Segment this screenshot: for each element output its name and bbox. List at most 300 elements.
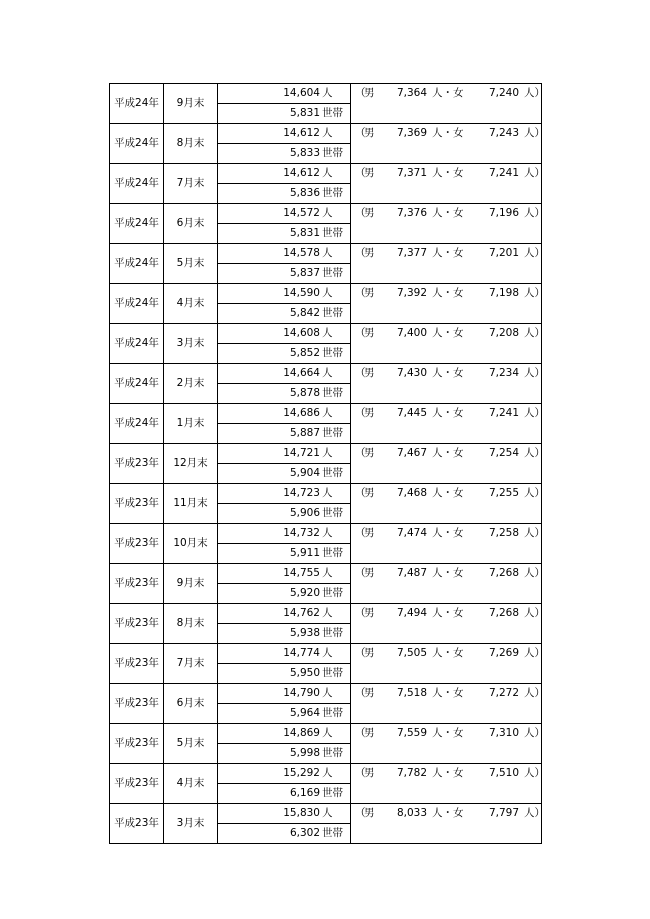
table-row (110, 444, 542, 464)
male-label: 男 (364, 487, 375, 499)
population-cell (218, 284, 351, 304)
male-value: 7,364 (396, 87, 427, 99)
population-value: 15,292 (283, 767, 320, 779)
era-cell: 平成23年 (110, 644, 164, 684)
male-label: 男 (364, 527, 375, 539)
open-paren: （ (355, 567, 366, 579)
separator-label: 人・女 (432, 327, 464, 339)
household-unit-label: 世帯 (322, 547, 343, 559)
empty-cell (351, 624, 542, 644)
gender-breakdown-cell (351, 404, 545, 424)
households-value: 6,302 (289, 827, 320, 839)
close-label: 人） (524, 327, 545, 339)
open-paren: （ (355, 807, 366, 819)
gender-breakdown-cell (351, 324, 545, 344)
month-cell: 6月末 (164, 684, 218, 724)
female-value: 7,208 (488, 327, 519, 339)
female-value: 7,268 (488, 607, 519, 619)
households-cell (218, 344, 351, 364)
separator-label: 人・女 (432, 727, 464, 739)
table-row (110, 204, 542, 224)
population-table-body (110, 84, 545, 844)
male-value: 7,494 (396, 607, 427, 619)
era-cell: 平成23年 (110, 484, 164, 524)
households-cell (218, 824, 351, 844)
person-unit-label: 人 (322, 327, 333, 339)
female-value: 7,272 (488, 687, 519, 699)
open-paren: （ (355, 447, 366, 459)
population-value: 14,721 (283, 447, 320, 459)
male-value: 7,468 (396, 487, 427, 499)
female-value: 7,510 (488, 767, 519, 779)
empty-cell (351, 184, 542, 204)
female-value: 7,254 (488, 447, 519, 459)
empty-cell (351, 424, 542, 444)
era-cell: 平成23年 (110, 524, 164, 564)
households-cell (218, 304, 351, 324)
male-label: 男 (364, 807, 375, 819)
male-value: 7,371 (396, 167, 427, 179)
male-value: 7,369 (396, 127, 427, 139)
person-unit-label: 人 (322, 767, 333, 779)
population-cell (218, 204, 351, 224)
table-row (110, 564, 542, 584)
era-cell: 平成24年 (110, 364, 164, 404)
month-cell: 11月末 (164, 484, 218, 524)
close-label: 人） (524, 767, 545, 779)
open-paren: （ (355, 487, 366, 499)
households-value: 5,998 (289, 747, 320, 759)
month-cell: 12月末 (164, 444, 218, 484)
close-label: 人） (524, 367, 545, 379)
male-label: 男 (364, 127, 375, 139)
household-unit-label: 世帯 (322, 187, 343, 199)
households-cell (218, 544, 351, 564)
separator-label: 人・女 (432, 687, 464, 699)
male-label: 男 (364, 247, 375, 259)
month-cell: 6月末 (164, 204, 218, 244)
close-label: 人） (524, 567, 545, 579)
empty-cell (351, 344, 542, 364)
household-unit-label: 世帯 (322, 707, 343, 719)
era-cell: 平成23年 (110, 804, 164, 844)
households-cell (218, 224, 351, 244)
household-unit-label: 世帯 (322, 467, 343, 479)
households-cell (218, 184, 351, 204)
era-cell: 平成24年 (110, 244, 164, 284)
gender-breakdown-cell (351, 804, 545, 824)
month-cell: 7月末 (164, 644, 218, 684)
household-unit-label: 世帯 (322, 227, 343, 239)
female-value: 7,269 (488, 647, 519, 659)
households-value: 5,831 (289, 227, 320, 239)
male-value: 7,505 (396, 647, 427, 659)
households-value: 5,911 (289, 547, 320, 559)
households-value: 5,938 (289, 627, 320, 639)
population-value: 14,578 (283, 247, 320, 259)
population-value: 14,869 (283, 727, 320, 739)
table-row (110, 84, 542, 104)
empty-cell (351, 664, 542, 684)
household-unit-label: 世帯 (322, 347, 343, 359)
empty-cell (351, 104, 542, 124)
close-label: 人） (524, 167, 545, 179)
gender-breakdown-cell (351, 244, 545, 264)
gender-breakdown-cell (351, 524, 545, 544)
open-paren: （ (355, 647, 366, 659)
male-label: 男 (364, 87, 375, 99)
era-cell: 平成24年 (110, 324, 164, 364)
open-paren: （ (355, 87, 366, 99)
population-cell (218, 364, 351, 384)
population-cell (218, 124, 351, 144)
month-cell: 7月末 (164, 164, 218, 204)
close-label: 人） (524, 407, 545, 419)
gender-breakdown-cell (351, 364, 545, 384)
close-label: 人） (524, 487, 545, 499)
era-cell: 平成24年 (110, 204, 164, 244)
household-unit-label: 世帯 (322, 147, 343, 159)
empty-cell (351, 144, 542, 164)
households-value: 5,852 (289, 347, 320, 359)
male-value: 7,782 (396, 767, 427, 779)
table-row (110, 404, 542, 424)
era-cell: 平成23年 (110, 724, 164, 764)
population-value: 14,686 (283, 407, 320, 419)
population-cell (218, 404, 351, 424)
close-label: 人） (524, 207, 545, 219)
open-paren: （ (355, 207, 366, 219)
table-row (110, 244, 542, 264)
open-paren: （ (355, 727, 366, 739)
households-value: 5,887 (289, 427, 320, 439)
female-value: 7,196 (488, 207, 519, 219)
table-row (110, 644, 542, 664)
male-value: 7,467 (396, 447, 427, 459)
population-value: 14,723 (283, 487, 320, 499)
household-unit-label: 世帯 (322, 267, 343, 279)
empty-cell (351, 584, 542, 604)
person-unit-label: 人 (322, 87, 333, 99)
separator-label: 人・女 (432, 767, 464, 779)
male-label: 男 (364, 607, 375, 619)
population-value: 14,774 (283, 647, 320, 659)
female-value: 7,258 (488, 527, 519, 539)
households-cell (218, 504, 351, 524)
population-cell (218, 644, 351, 664)
gender-breakdown-cell (351, 84, 545, 104)
era-cell: 平成23年 (110, 564, 164, 604)
empty-cell (351, 784, 542, 804)
households-value: 6,169 (289, 787, 320, 799)
table-row (110, 324, 542, 344)
separator-label: 人・女 (432, 287, 464, 299)
male-label: 男 (364, 687, 375, 699)
era-cell: 平成24年 (110, 404, 164, 444)
gender-breakdown-cell (351, 204, 545, 224)
households-cell (218, 744, 351, 764)
separator-label: 人・女 (432, 367, 464, 379)
separator-label: 人・女 (432, 87, 464, 99)
population-value: 14,604 (283, 87, 320, 99)
households-cell (218, 584, 351, 604)
month-cell: 3月末 (164, 324, 218, 364)
population-value: 14,612 (283, 167, 320, 179)
empty-cell (351, 304, 542, 324)
female-value: 7,243 (488, 127, 519, 139)
female-value: 7,234 (488, 367, 519, 379)
population-value: 14,732 (283, 527, 320, 539)
era-cell: 平成23年 (110, 604, 164, 644)
male-label: 男 (364, 767, 375, 779)
female-value: 7,241 (488, 407, 519, 419)
female-value: 7,255 (488, 487, 519, 499)
male-value: 8,033 (396, 807, 427, 819)
empty-cell (351, 704, 542, 724)
households-cell (218, 704, 351, 724)
population-value: 14,572 (283, 207, 320, 219)
empty-cell (351, 464, 542, 484)
population-cell (218, 764, 351, 784)
close-label: 人） (524, 807, 545, 819)
household-unit-label: 世帯 (322, 787, 343, 799)
close-label: 人） (524, 607, 545, 619)
era-cell: 平成23年 (110, 444, 164, 484)
male-value: 7,377 (396, 247, 427, 259)
open-paren: （ (355, 167, 366, 179)
gender-breakdown-cell (351, 564, 545, 584)
gender-breakdown-cell (351, 124, 545, 144)
male-value: 7,487 (396, 567, 427, 579)
households-cell (218, 384, 351, 404)
female-value: 7,240 (488, 87, 519, 99)
month-cell: 8月末 (164, 124, 218, 164)
households-value: 5,950 (289, 667, 320, 679)
era-cell: 平成24年 (110, 284, 164, 324)
era-cell: 平成24年 (110, 164, 164, 204)
households-cell (218, 784, 351, 804)
population-value: 14,762 (283, 607, 320, 619)
households-value: 5,831 (289, 107, 320, 119)
separator-label: 人・女 (432, 567, 464, 579)
households-value: 5,920 (289, 587, 320, 599)
person-unit-label: 人 (322, 367, 333, 379)
male-label: 男 (364, 727, 375, 739)
population-cell (218, 524, 351, 544)
table-row (110, 804, 542, 824)
era-cell: 平成24年 (110, 124, 164, 164)
male-value: 7,400 (396, 327, 427, 339)
empty-cell (351, 824, 542, 844)
population-value: 14,608 (283, 327, 320, 339)
open-paren: （ (355, 767, 366, 779)
table-row (110, 364, 542, 384)
gender-breakdown-cell (351, 164, 545, 184)
month-cell: 9月末 (164, 84, 218, 124)
table-row (110, 484, 542, 504)
era-cell: 平成24年 (110, 84, 164, 124)
population-value: 14,755 (283, 567, 320, 579)
population-cell (218, 724, 351, 744)
male-label: 男 (364, 207, 375, 219)
separator-label: 人・女 (432, 487, 464, 499)
gender-breakdown-cell (351, 484, 545, 504)
population-cell (218, 564, 351, 584)
households-value: 5,836 (289, 187, 320, 199)
month-cell: 3月末 (164, 804, 218, 844)
gender-breakdown-cell (351, 604, 545, 624)
population-value: 14,590 (283, 287, 320, 299)
households-value: 5,833 (289, 147, 320, 159)
separator-label: 人・女 (432, 207, 464, 219)
person-unit-label: 人 (322, 487, 333, 499)
open-paren: （ (355, 527, 366, 539)
close-label: 人） (524, 527, 545, 539)
month-cell: 5月末 (164, 724, 218, 764)
household-unit-label: 世帯 (322, 507, 343, 519)
male-value: 7,392 (396, 287, 427, 299)
male-value: 7,474 (396, 527, 427, 539)
table-row (110, 284, 542, 304)
close-label: 人） (524, 647, 545, 659)
month-cell: 10月末 (164, 524, 218, 564)
male-label: 男 (364, 647, 375, 659)
population-value: 15,830 (283, 807, 320, 819)
month-cell: 4月末 (164, 284, 218, 324)
month-cell: 8月末 (164, 604, 218, 644)
person-unit-label: 人 (322, 127, 333, 139)
population-value: 14,664 (283, 367, 320, 379)
open-paren: （ (355, 367, 366, 379)
table-row (110, 724, 542, 744)
open-paren: （ (355, 687, 366, 699)
female-value: 7,310 (488, 727, 519, 739)
households-cell (218, 104, 351, 124)
households-cell (218, 624, 351, 644)
table-row (110, 764, 542, 784)
male-value: 7,445 (396, 407, 427, 419)
month-cell: 5月末 (164, 244, 218, 284)
households-cell (218, 464, 351, 484)
separator-label: 人・女 (432, 127, 464, 139)
person-unit-label: 人 (322, 167, 333, 179)
close-label: 人） (524, 127, 545, 139)
households-cell (218, 264, 351, 284)
person-unit-label: 人 (322, 607, 333, 619)
empty-cell (351, 544, 542, 564)
table-row (110, 124, 542, 144)
population-cell (218, 244, 351, 264)
female-value: 7,241 (488, 167, 519, 179)
table-row (110, 604, 542, 624)
population-value: 14,790 (283, 687, 320, 699)
population-cell (218, 484, 351, 504)
person-unit-label: 人 (322, 447, 333, 459)
close-label: 人） (524, 447, 545, 459)
close-label: 人） (524, 87, 545, 99)
male-label: 男 (364, 167, 375, 179)
person-unit-label: 人 (322, 527, 333, 539)
empty-cell (351, 224, 542, 244)
separator-label: 人・女 (432, 447, 464, 459)
person-unit-label: 人 (322, 807, 333, 819)
open-paren: （ (355, 247, 366, 259)
households-value: 5,964 (289, 707, 320, 719)
male-label: 男 (364, 447, 375, 459)
person-unit-label: 人 (322, 247, 333, 259)
empty-cell (351, 504, 542, 524)
gender-breakdown-cell (351, 764, 545, 784)
close-label: 人） (524, 727, 545, 739)
month-cell: 1月末 (164, 404, 218, 444)
female-value: 7,198 (488, 287, 519, 299)
era-cell: 平成23年 (110, 684, 164, 724)
person-unit-label: 人 (322, 287, 333, 299)
close-label: 人） (524, 287, 545, 299)
male-value: 7,430 (396, 367, 427, 379)
empty-cell (351, 744, 542, 764)
population-cell (218, 604, 351, 624)
male-label: 男 (364, 407, 375, 419)
male-label: 男 (364, 327, 375, 339)
households-value: 5,842 (289, 307, 320, 319)
household-unit-label: 世帯 (322, 427, 343, 439)
open-paren: （ (355, 327, 366, 339)
population-cell (218, 164, 351, 184)
household-unit-label: 世帯 (322, 667, 343, 679)
person-unit-label: 人 (322, 647, 333, 659)
household-unit-label: 世帯 (322, 107, 343, 119)
close-label: 人） (524, 687, 545, 699)
separator-label: 人・女 (432, 167, 464, 179)
female-value: 7,201 (488, 247, 519, 259)
gender-breakdown-cell (351, 644, 545, 664)
households-value: 5,906 (289, 507, 320, 519)
population-cell (218, 444, 351, 464)
table-row (110, 684, 542, 704)
male-value: 7,518 (396, 687, 427, 699)
population-cell (218, 804, 351, 824)
person-unit-label: 人 (322, 727, 333, 739)
households-cell (218, 424, 351, 444)
male-label: 男 (364, 567, 375, 579)
empty-cell (351, 384, 542, 404)
separator-label: 人・女 (432, 807, 464, 819)
separator-label: 人・女 (432, 407, 464, 419)
open-paren: （ (355, 127, 366, 139)
population-cell (218, 84, 351, 104)
gender-breakdown-cell (351, 284, 545, 304)
household-unit-label: 世帯 (322, 307, 343, 319)
households-value: 5,837 (289, 267, 320, 279)
female-value: 7,268 (488, 567, 519, 579)
household-unit-label: 世帯 (322, 387, 343, 399)
population-table (109, 83, 545, 844)
table-row (110, 164, 542, 184)
empty-cell (351, 264, 542, 284)
separator-label: 人・女 (432, 247, 464, 259)
month-cell: 4月末 (164, 764, 218, 804)
month-cell: 2月末 (164, 364, 218, 404)
gender-breakdown-cell (351, 684, 545, 704)
male-label: 男 (364, 287, 375, 299)
household-unit-label: 世帯 (322, 747, 343, 759)
gender-breakdown-cell (351, 444, 545, 464)
month-cell: 9月末 (164, 564, 218, 604)
gender-breakdown-cell (351, 724, 545, 744)
male-label: 男 (364, 367, 375, 379)
population-cell (218, 324, 351, 344)
